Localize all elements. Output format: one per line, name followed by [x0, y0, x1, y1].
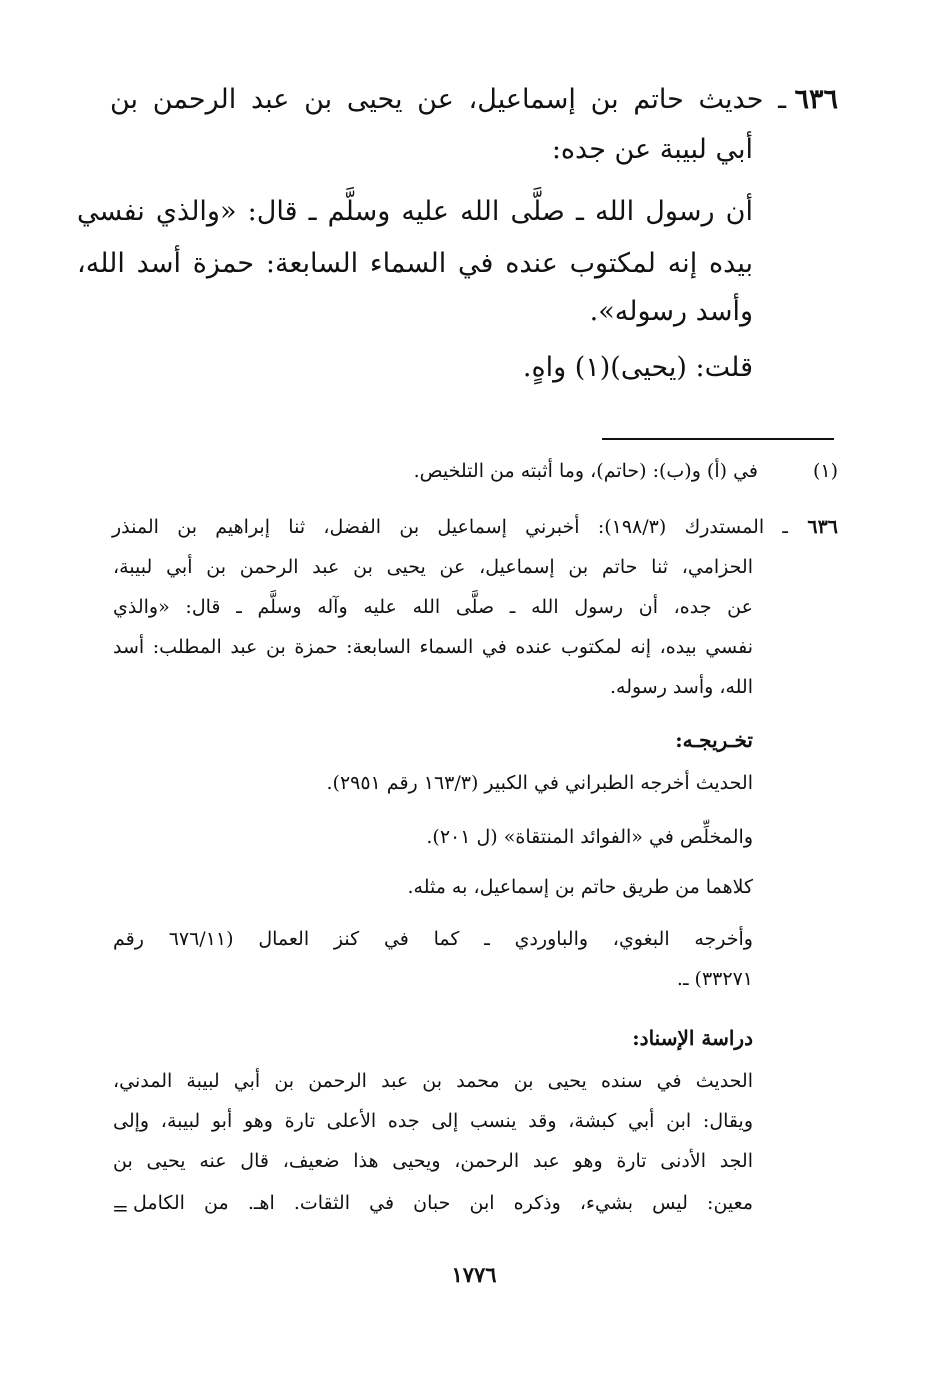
isnad-heading: دراسة الإسناد:: [632, 1026, 753, 1050]
commentary-line-4: نفسي بيده، إنه لمكتوب عنده في السماء السابعة: حمزة بن عبد المطلب: أسد: [113, 636, 753, 658]
page-number: ١٧٧٦: [451, 1262, 497, 1287]
takhrij-line-2: والمخلِّص في «الفوائد المنتقاة» (ل ٢٠١).: [426, 826, 753, 848]
commentary-line-3: عن جده، أن رسول الله ـ صلَّى الله عليه وآله وسلَّم ـ قال: «والذي: [113, 596, 753, 618]
hadith-text-line-3: وأسد رسوله».: [589, 296, 753, 327]
footnote-marker: (١): [812, 460, 838, 482]
hadith-line-1: ـ حديث حاتم بن إسماعيل، عن يحيى بن عبد الرحمن بن: [110, 84, 786, 115]
hadith-text-line-2: بيده إنه لمكتوب عنده في السماء السابعة: حمزة أسد الله،: [77, 248, 753, 279]
takhrij-line-3: كلاهما من طريق حاتم بن إسماعيل، به مثله.: [407, 876, 753, 898]
commentary-line-2: الحزامي، ثنا حاتم بن إسماعيل، عن يحيى بن عبد الرحمن بن أبي لبيبة،: [113, 556, 753, 578]
isnad-line-3: الجد الأدنى تارة وهو عبد الرحمن، ويحيى هذا ضعيف، قال عنه يحيى بن: [113, 1150, 753, 1172]
hadith-text-line-1: أن رسول الله ـ صلَّى الله عليه وسلَّم ـ قال: «والذي نفسي: [77, 196, 753, 227]
footnote-separator: [602, 438, 834, 440]
footnote-text: في (أ) و(ب): (حاتم)، وما أثبته من التلخيص.: [413, 460, 758, 482]
commentary-number: ٦٣٦: [807, 516, 838, 538]
author-note: قلت: (يحيى)(١) واهٍ.: [522, 352, 753, 383]
commentary-line-1: ـ المستدرك (١٩٨/٣): أخبرني إسماعيل بن الفضل، ثنا إبراهيم بن المنذر: [112, 516, 788, 538]
hadith-number: ٦٣٦: [794, 84, 838, 115]
continuation-mark: =: [112, 1196, 129, 1220]
takhrij-line-4: وأخرجه البغوي، والباوردي ـ كما في كنز العمال (٦٧٦/١١ رقم: [113, 928, 753, 950]
takhrij-line-5: ٣٣٢٧١) ـ.: [676, 968, 753, 990]
isnad-line-2: ويقال: ابن أبي كبشة، وقد ينسب إلى جده الأعلى تارة وهو أبو لبيبة، وإلى: [113, 1110, 753, 1132]
isnad-line-4: معين: ليس بشيء، وذكره ابن حبان في الثقات. اهـ. من الكامل: [133, 1192, 753, 1214]
takhrij-heading: تخـريجـه:: [675, 728, 753, 752]
commentary-line-5: الله، وأسد رسوله.: [609, 676, 753, 698]
isnad-line-1: الحديث في سنده يحيى بن محمد بن عبد الرحمن بن أبي لبيبة المدني،: [113, 1070, 753, 1092]
hadith-line-2: أبي لبيبة عن جده:: [551, 134, 753, 165]
takhrij-line-1: الحديث أخرجه الطبراني في الكبير (١٦٣/٣ رقم ٢٩٥١).: [326, 772, 753, 794]
